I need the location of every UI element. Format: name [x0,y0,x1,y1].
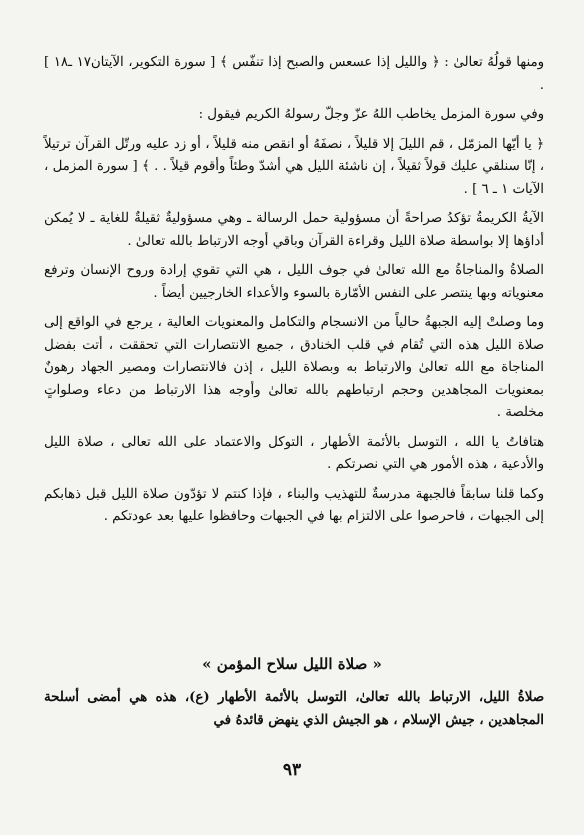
paragraph-3: ﴿ يا أيّها المزمّل ، قم الليلَ إلا قليلاً ، نصفَهُ أو انقص منه قليلاً ، أو زد عليه ورتّل القرآن ترتيلاً ، إنّا سنلقي عليك قولاً ثقيلاً ، إن ناشئة الليل هي أشدّ وطئاً وأقوم قيلاً . . ﴾ [ سورة المزمل ، الآيات ١ ـ ٦ ] . [44,136,544,197]
page-number: ٩٣ [282,760,302,780]
paragraph-4: الآيةُ الكريمةُ تؤكدُ صراحةً أن مسؤولية حمل الرسالة ـ وهي مسؤوليةٌ ثقيلةٌ للغاية ـ لا يُمكن أداؤها إلا بواسطة صلاة الليل وقراءة القرآن وباقي أوجه الارتباط بالله تعالىٰ . [44,211,544,249]
paragraph-6: وما وصلتْ إليه الجبهةُ حالياً من الانسجام والتكامل والمعنويات العالية ، يرجع في الواقع إلى صلاة الليل هذه التي تُقام في قلب الخنادق ، جميع الانتصارات التي تحققت ، أتت بفضل المناجاة مع الله تعالىٰ والارتباط به وبصلاة الليل ، إذن فالانتصارات ومصير الجهاد رهونٌ بمعنويات المجاهدين وحجم ارتباطهم بالله تعالىٰ وأوجه هذا الارتباط من دعاء وصلواتٍ مخلصة . [44,315,544,420]
paragraph-7: هتافاتُ يا الله ، التوسل بالأئمة الأطهار ، التوكل والاعتماد على الله تعالى ، صلاة الليل والأدعية ، هذه الأمور هي التي نصرتكم . [44,434,544,472]
paragraph-8: وكما قلنا سابقاً فالجبهة مدرسةٌ للتهذيب والبناء ، فإذا كنتم لا تؤدّون صلاة الليل قبل ذهابكم إلى الجبهات ، فاحرصوا على الالتزام بها في الجبهات وحافظوا عليها بعد عودتكم . [44,486,544,524]
paragraph-5: الصلاةُ والمناجاةُ مع الله تعالىٰ في جوف الليل ، هي التي تقوي إرادة وروح الإنسان وترفع معنوياته وبها ينتصر على النفس الأمّارة بالسوء والأعداء الخارجيين أيضاً . [44,263,544,301]
paragraph-2: وفي سورة المزمل يخاطب اللهُ عزّ وجلّ رسولهُ الكريم فيقول : [198,107,544,122]
bold-paragraph: صلاةُ الليل، الارتباط بالله تعالىٰ، التوسل بالأئمة الأطهار (ع)، هذه هي أمضى أسلحة المجاهدين ، جيش الإسلام ، هو الجيش الذي ينهض قائدهُ في [44,690,544,728]
section-heading: « صلاة الليل سلاح المؤمن » [202,655,382,673]
paragraph-1: ومنها قولُهُ تعالىٰ : ﴿ والليل إذا عسعس والصبح إذا تنفّس ﴾ [ سورة التكوير، الآيتان١٧ ـ١٨ ] . [44,55,544,93]
body-text [44,52,544,536]
